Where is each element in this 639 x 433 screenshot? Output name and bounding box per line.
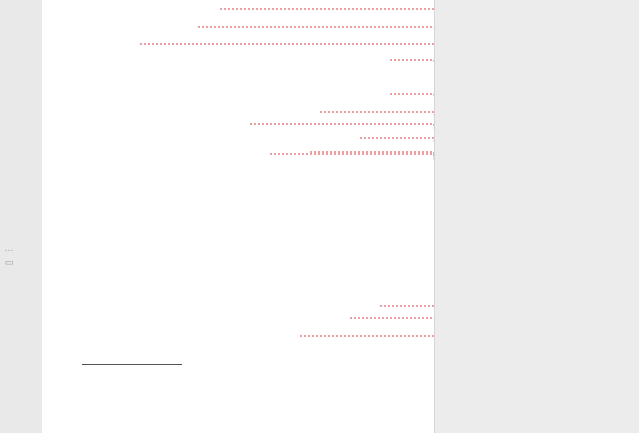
outline-ellipsis-icon[interactable]: … — [4, 244, 14, 254]
left-margin-strip — [0, 0, 42, 433]
comment-pane — [434, 0, 639, 433]
document-page — [42, 0, 434, 433]
footnote-divider — [82, 364, 182, 365]
page-marker-icon[interactable]: ▭ — [4, 258, 14, 268]
document-body[interactable] — [82, 0, 432, 2]
